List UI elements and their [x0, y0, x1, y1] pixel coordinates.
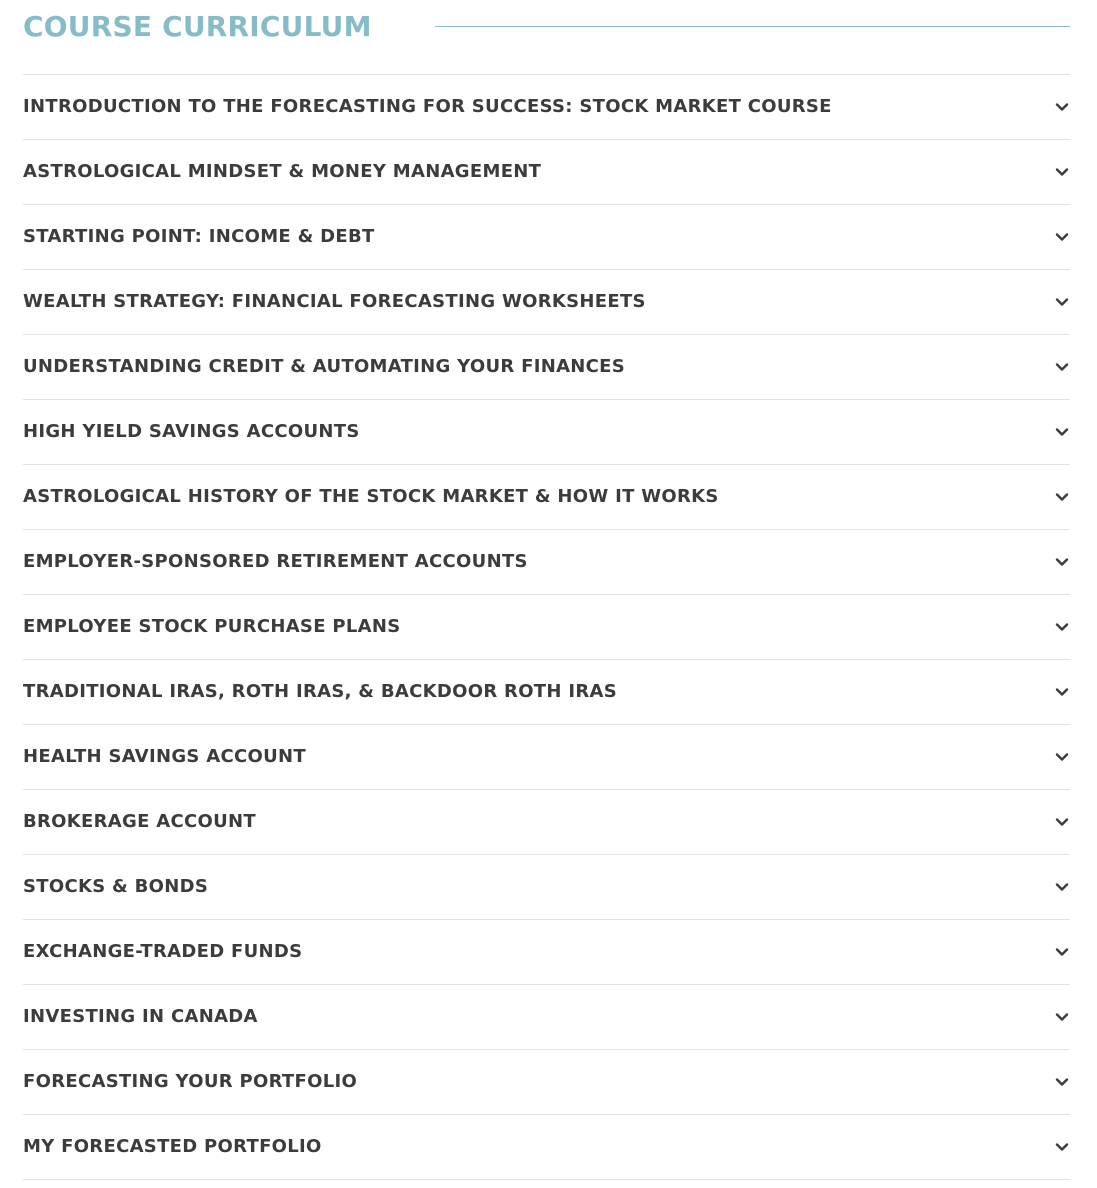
chevron-down-icon[interactable]	[1054, 424, 1070, 440]
accordion-item-label: STOCKS & BONDS	[23, 876, 209, 897]
chevron-down-icon[interactable]	[1054, 489, 1070, 505]
curriculum-header	[23, 0, 1070, 56]
chevron-down-icon[interactable]	[1054, 944, 1070, 960]
accordion-item-4[interactable]	[23, 270, 1070, 335]
chevron-down-icon[interactable]	[1054, 814, 1070, 830]
chevron-down-icon[interactable]	[1054, 554, 1070, 570]
chevron-down-icon[interactable]	[1054, 879, 1070, 895]
accordion-item-9[interactable]	[23, 595, 1070, 660]
accordion-item-label: ASTROLOGICAL HISTORY OF THE STOCK MARKET & HOW IT WORKS	[23, 486, 719, 507]
accordion-item-label: EMPLOYER-SPONSORED RETIREMENT ACCOUNTS	[23, 551, 528, 572]
chevron-down-icon[interactable]	[1054, 294, 1070, 310]
accordion-item-label: FORECASTING YOUR PORTFOLIO	[23, 1071, 358, 1092]
accordion-item-15[interactable]	[23, 985, 1070, 1050]
chevron-down-icon[interactable]	[1054, 164, 1070, 180]
chevron-down-icon[interactable]	[1054, 229, 1070, 245]
accordion-item-7[interactable]	[23, 465, 1070, 530]
accordion-item-17[interactable]	[23, 1115, 1070, 1180]
accordion-item-label: WEALTH STRATEGY: FINANCIAL FORECASTING WORKSHEETS	[23, 291, 646, 312]
accordion-item-14[interactable]	[23, 920, 1070, 985]
accordion-item-label: INTRODUCTION TO THE FORECASTING FOR SUCCESS: STOCK MARKET COURSE	[23, 96, 832, 117]
chevron-down-icon[interactable]	[1054, 749, 1070, 765]
curriculum-accordion	[23, 74, 1070, 1180]
accordion-item-label: EXCHANGE-TRADED FUNDS	[23, 941, 303, 962]
chevron-down-icon[interactable]	[1054, 99, 1070, 115]
accordion-item-1[interactable]	[23, 75, 1070, 140]
accordion-item-label: HEALTH SAVINGS ACCOUNT	[23, 746, 306, 767]
accordion-item-label: TRADITIONAL IRAS, ROTH IRAS, & BACKDOOR ROTH IRAS	[23, 681, 617, 702]
chevron-down-icon[interactable]	[1054, 684, 1070, 700]
accordion-item-label: STARTING POINT: INCOME & DEBT	[23, 226, 375, 247]
chevron-down-icon[interactable]	[1054, 1009, 1070, 1025]
accordion-item-label: HIGH YIELD SAVINGS ACCOUNTS	[23, 421, 360, 442]
accordion-item-5[interactable]	[23, 335, 1070, 400]
accordion-item-6[interactable]	[23, 400, 1070, 465]
accordion-item-label: ASTROLOGICAL MINDSET & MONEY MANAGEMENT	[23, 161, 542, 182]
accordion-item-2[interactable]	[23, 140, 1070, 205]
section-title: COURSE CURRICULUM	[23, 10, 372, 43]
accordion-item-12[interactable]	[23, 790, 1070, 855]
accordion-item-label: MY FORECASTED PORTFOLIO	[23, 1136, 322, 1157]
accordion-item-label: UNDERSTANDING CREDIT & AUTOMATING YOUR FINANCES	[23, 356, 626, 377]
chevron-down-icon[interactable]	[1054, 619, 1070, 635]
accordion-item-8[interactable]	[23, 530, 1070, 595]
accordion-item-10[interactable]	[23, 660, 1070, 725]
title-divider	[435, 26, 1070, 27]
chevron-down-icon[interactable]	[1054, 1074, 1070, 1090]
accordion-item-11[interactable]	[23, 725, 1070, 790]
accordion-item-3[interactable]	[23, 205, 1070, 270]
chevron-down-icon[interactable]	[1054, 359, 1070, 375]
accordion-item-16[interactable]	[23, 1050, 1070, 1115]
accordion-item-13[interactable]	[23, 855, 1070, 920]
accordion-item-label: INVESTING IN CANADA	[23, 1006, 258, 1027]
accordion-item-label: BROKERAGE ACCOUNT	[23, 811, 256, 832]
accordion-item-label: EMPLOYEE STOCK PURCHASE PLANS	[23, 616, 401, 637]
chevron-down-icon[interactable]	[1054, 1139, 1070, 1155]
